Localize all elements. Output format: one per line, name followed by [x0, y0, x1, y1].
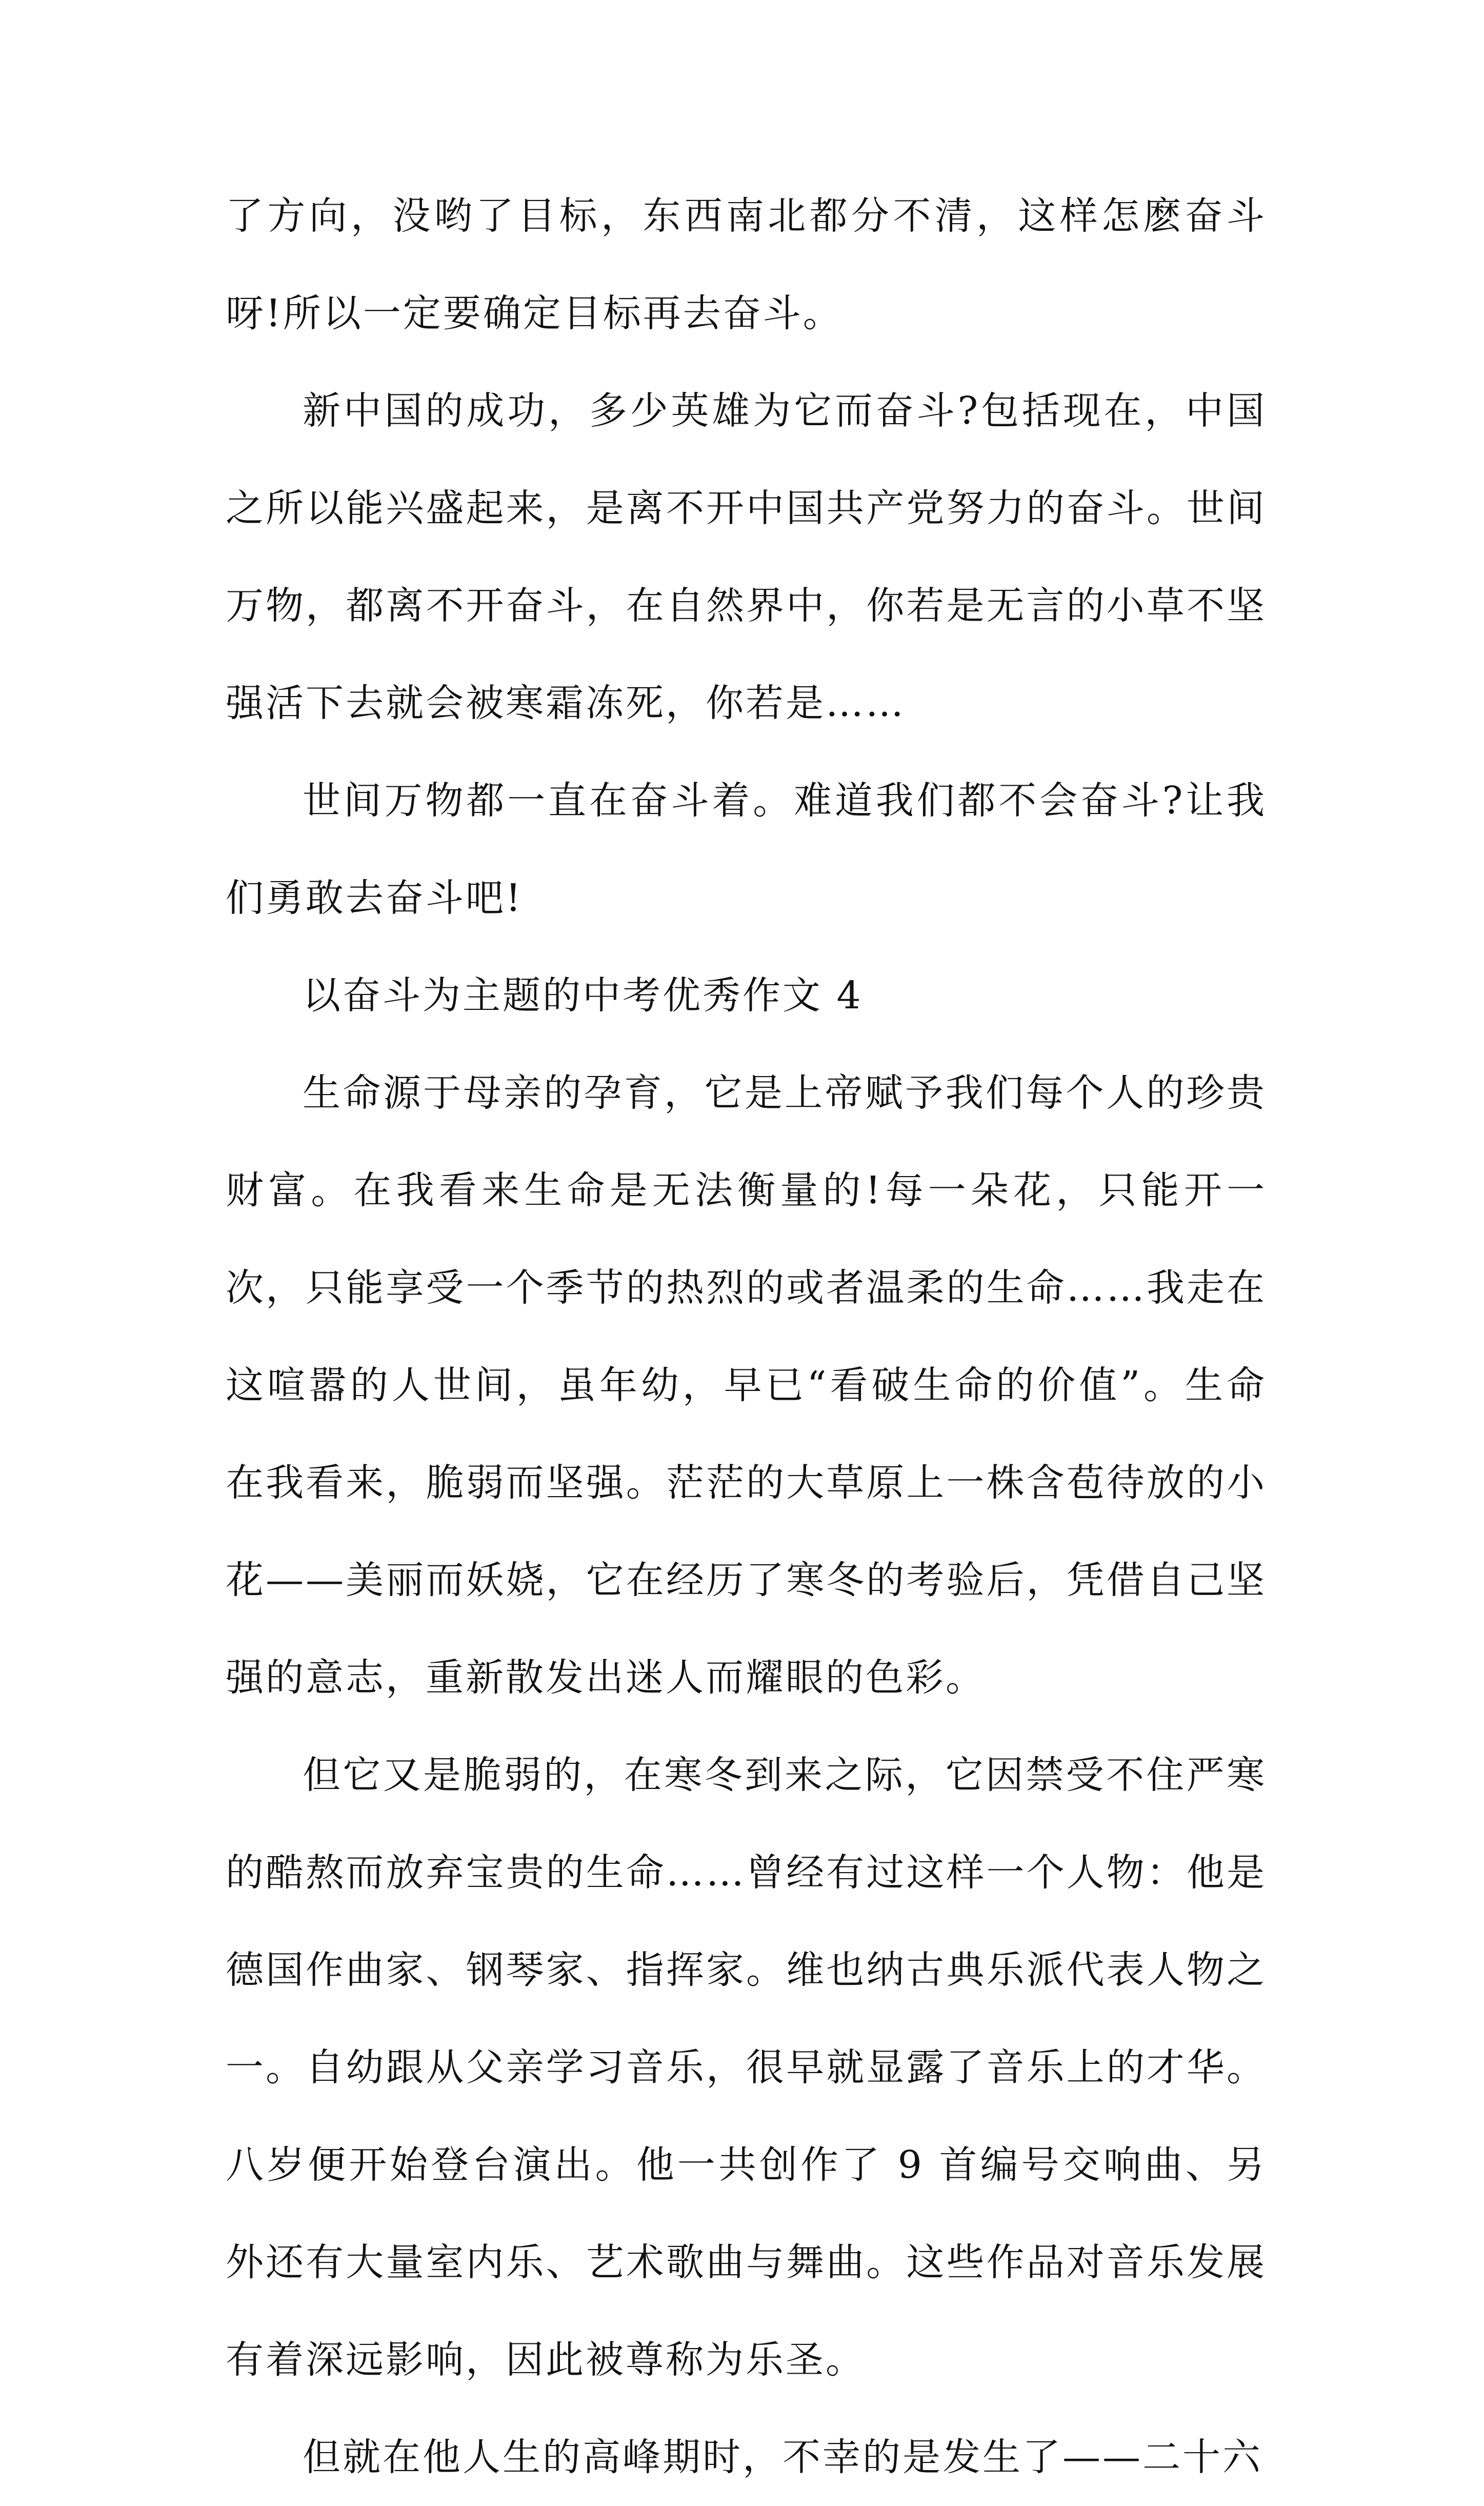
- paragraph-life-origin: 生命源于母亲的孕育，它是上帝赋予我们每个人的珍贵财富。在我看来生命是无法衡量的!每一朵花，只能开一次，只能享受一个季节的热烈的或者温柔的生命……我走在这喧嚣的人世间，虽年幼，早已“看破生命的价值”。生命在我看来，脆弱而坚强。茫茫的大草原上一株含苞待放的小花——美丽而妖娆，它在经历了寒冬的考验后，凭借自己坚强的意志，重新散发出迷人而耀眼的色彩。: [226, 1071, 1267, 1700]
- paragraph-continuation: 了方向，没哟了目标，东西南北都分不清，这样怎麽奋斗呀!所以一定要确定目标再去奋斗。: [226, 194, 1267, 335]
- paragraph-new-china: 新中国的成功，多少英雄为它而奋斗?包括现在，中国之所以能兴盛起来，是离不开中国共产党努力的奋斗。世间万物，都离不开奋斗，在自然界中，你若是无言的小草不坚强活下去就会被寒霜冻死，你若是……: [226, 389, 1267, 725]
- paragraph-peak: 但就在他人生的高峰期时，不幸的是发生了——二十六: [303, 2435, 1262, 2479]
- paragraph-all-things: 世间万物都一直在奋斗着。难道我们都不会奋斗?让我们勇敢去奋斗吧!: [226, 779, 1267, 920]
- paragraph-fragile: 但它又是脆弱的，在寒冬到来之际，它因禁受不住严寒的酷熬而放弃宝贵的生命……曾经有过这样一个人物：他是德国作曲家、钢琴家、指挥家。维也纳古典乐派代表人物之一。自幼跟从父亲学习音乐，很早就显露了音乐上的才华。八岁便开始登台演出。他一共创作了 9 首编号交响曲、另外还有大量室内乐、艺术歌曲与舞曲。这些作品对音乐发展有着深远影响，因此被尊称为乐圣。: [226, 1753, 1267, 2382]
- document-body: [226, 167, 1267, 2506]
- essay-heading: 以奋斗为主题的中考优秀作文 4: [303, 973, 863, 1018]
